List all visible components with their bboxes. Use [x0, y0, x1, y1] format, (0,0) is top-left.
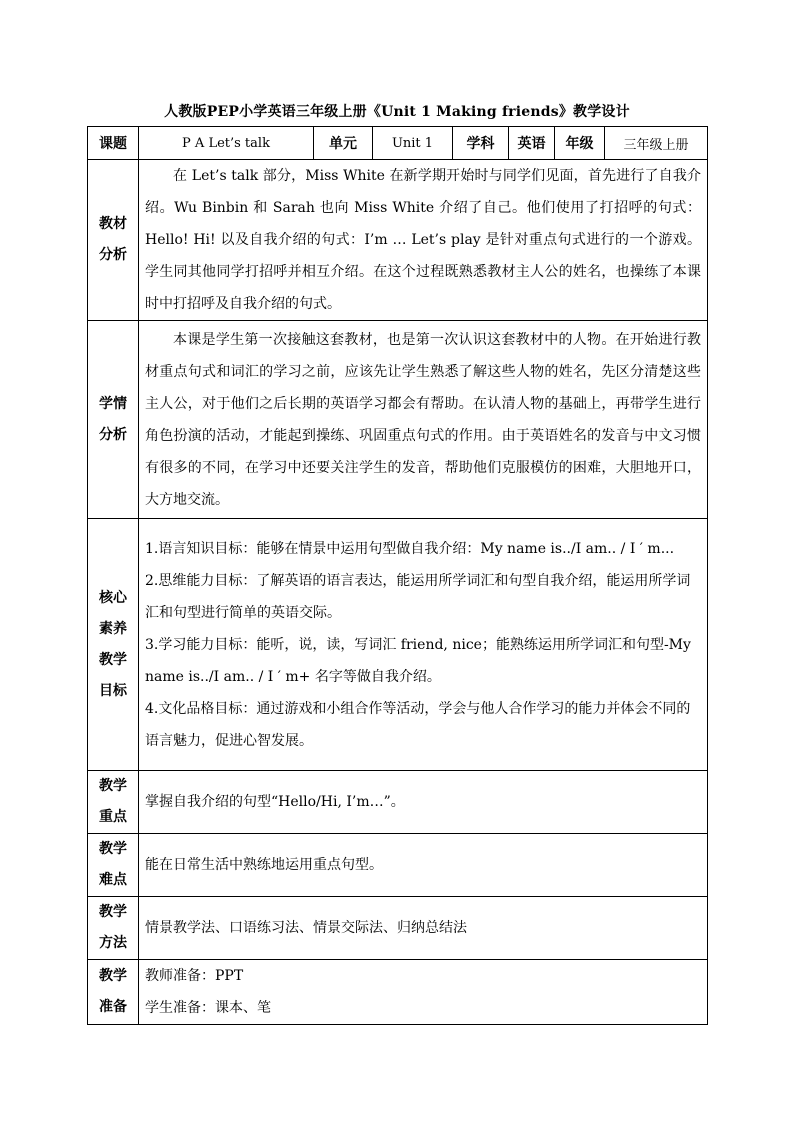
preparation-label [88, 960, 139, 1025]
material-label-line-2: 分析 [99, 247, 127, 263]
material-analysis-row [88, 160, 708, 321]
teacher-preparation: 教师准备：PPT [145, 968, 244, 984]
core-goals-row [88, 519, 708, 771]
key-label-line-2: 重点 [99, 809, 127, 825]
difficulties-label-line-2: 难点 [99, 872, 127, 888]
methods-text: 情景教学法、口语练习法、情景交际法、归纳总结法 [139, 897, 708, 960]
subject-value: 英语 [509, 127, 555, 160]
difficulties-label [88, 834, 139, 897]
header-row [88, 127, 708, 160]
goals-label-line-1: 核心 [99, 589, 127, 606]
difficulties-row [88, 834, 708, 897]
core-goals-label [88, 519, 139, 771]
methods-label-line-1: 教学 [99, 904, 127, 920]
topic-value: P A Let’s talk [139, 127, 314, 160]
methods-row [88, 897, 708, 960]
preparation-label-line-2: 准备 [99, 999, 127, 1015]
goals-label-line-2: 素养 [99, 620, 127, 637]
preparation-row [88, 960, 708, 1025]
topic-label: 课题 [88, 127, 139, 160]
difficulties-label-line-1: 教学 [99, 841, 127, 857]
material-analysis-text: 在 Let’s talk 部分，Miss White 在新学期开始时与同学们见面，首先进行了自我介绍。Wu Binbin 和 Sarah 也向 Miss White 介绍了自己。他们使用了打招呼的句式：Hello! Hi! 以及自我介绍的句式：I’m … Let’s play 是针对重点句式进行的一个游戏。学生同其他同学打招呼并相互介绍。在这个过程既熟悉教材主人公的姓名，也操练了本课时中打招呼及自我介绍的句式。 [139, 160, 708, 321]
student-preparation: 学生准备：课本、笔 [145, 1000, 271, 1016]
students-label-line-2: 分析 [99, 426, 127, 443]
lesson-plan-table [87, 126, 708, 1025]
unit-value: Unit 1 [373, 127, 453, 160]
subject-label: 学科 [453, 127, 509, 160]
key-points-label [88, 771, 139, 834]
student-analysis-row [88, 321, 708, 519]
document-title: 人教版PEP小学英语三年级上册《Unit 1 Making friends》教学设计 [164, 104, 630, 120]
students-label-line-1: 学情 [99, 395, 127, 412]
key-points-row [88, 771, 708, 834]
unit-label: 单元 [314, 127, 373, 160]
student-analysis-label [88, 321, 139, 519]
grade-label: 年级 [555, 127, 605, 160]
methods-label [88, 897, 139, 960]
goals-label-line-4: 目标 [99, 682, 127, 699]
material-label-line-1: 教材 [99, 216, 127, 232]
goal-item: 2.思维能力目标：了解英语的语言表达，能运用所学词汇和句型自我介绍，能运用所学词汇和句型进行简单的英语交际。 [145, 572, 691, 621]
preparation-text [139, 960, 708, 1025]
goal-item: 3.学习能力目标：能听，说，读，写词汇 friend, nice；能熟练运用所学词汇和句型-My name is../I am.. / I ′ m+ 名字等做自我介绍。 [145, 636, 691, 685]
material-analysis-label [88, 160, 139, 321]
preparation-label-line-1: 教学 [99, 968, 127, 984]
goal-item: 1.语言知识目标：能够在情景中运用句型做自我介绍：My name is../I am.. / I ′ m... [145, 540, 675, 557]
difficulties-text: 能在日常生活中熟练地运用重点句型。 [139, 834, 708, 897]
key-points-text: 掌握自我介绍的句型“Hello/Hi, I’m…”。 [139, 771, 708, 834]
goal-item: 4.文化品格目标：通过游戏和小组合作等活动，学会与他人合作学习的能力并体会不同的语言魅力，促进心智发展。 [145, 700, 691, 749]
grade-value: 三年级上册 [605, 127, 708, 160]
core-goals-list [139, 519, 708, 771]
student-analysis-text: 本课是学生第一次接触这套教材，也是第一次认识这套教材中的人物。在开始进行教材重点句式和词汇的学习之前，应该先让学生熟悉了解这些人物的姓名，先区分清楚这些主人公，对于他们之后长期的英语学习都会有帮助。在认清人物的基础上，再带学生进行角色扮演的活动，才能起到操练、巩固重点句式的作用。由于英语姓名的发音与中文习惯有很多的不同，在学习中还要关注学生的发音，帮助他们克服模仿的困难，大胆地开口，大方地交流。 [139, 321, 708, 519]
methods-label-line-2: 方法 [99, 935, 127, 951]
goals-label-line-3: 教学 [99, 651, 127, 668]
key-label-line-1: 教学 [99, 778, 127, 794]
